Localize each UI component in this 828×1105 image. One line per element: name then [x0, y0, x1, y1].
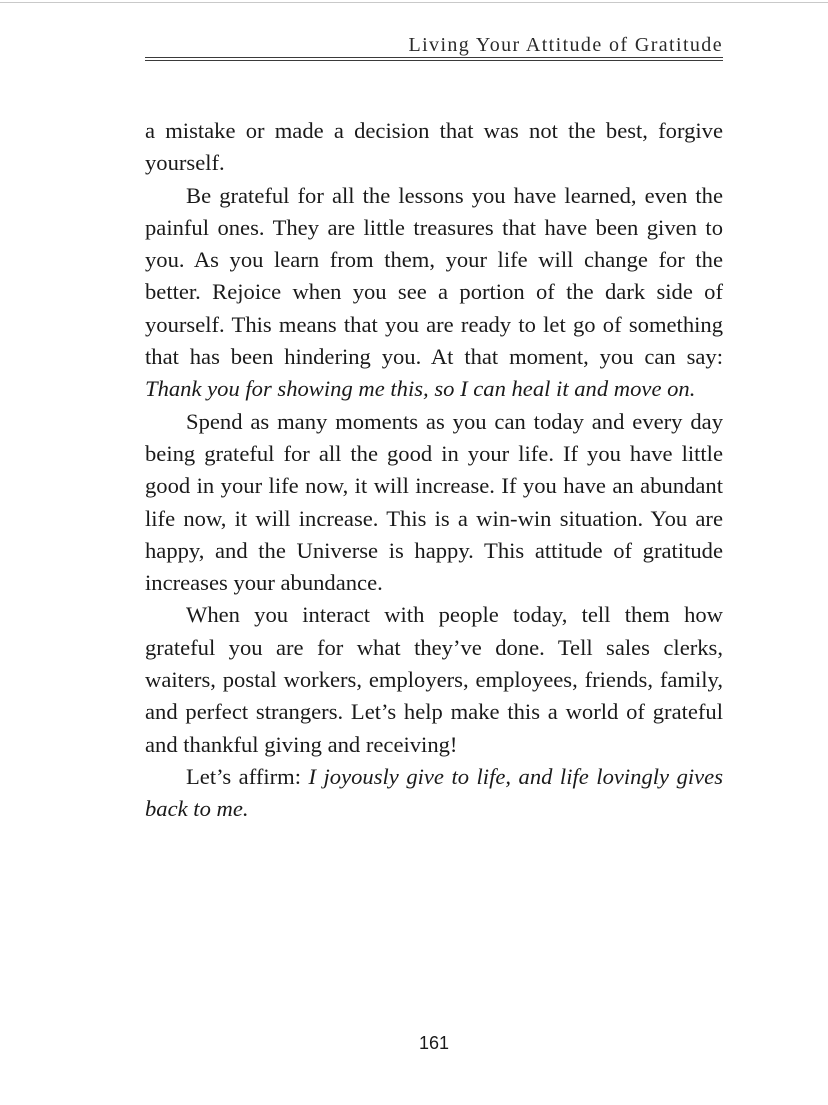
paragraph-lessons: [145, 180, 723, 406]
affirmation-italic: I joyously give to life, and life lovingly gives back to me.: [145, 763, 723, 822]
paragraph-italic-quote: Thank you for showing me this, so I can heal it and move on.: [145, 376, 696, 402]
paragraph-affirmation: [145, 761, 723, 826]
page-top-edge-line: [0, 2, 828, 3]
paragraph-text: When you interact with people today, tell them how grateful you are for what they’ve done. Tell sales clerks, waiters, postal workers, employers, employees, friends, family, and perfect strangers. Let’s help make this a world of grateful and thankful giving and receiving!: [145, 602, 723, 757]
paragraph-moments: [145, 406, 723, 600]
body-text: [145, 115, 723, 826]
paragraph-continued: [145, 115, 723, 180]
running-head-rule: [145, 57, 723, 61]
running-head: Living Your Attitude of Gratitude: [408, 34, 723, 56]
paragraph-text: Spend as many moments as you can today and every day being grateful for all the good in your life. If you have little good in your life now, it will increase. If you have an abundant life now, it will increase. This is a win-win situation. You are happy, and the Universe is happy. This attitude of gratitude increases your abundance.: [145, 408, 723, 596]
page-number: 161: [418, 1033, 450, 1053]
paragraph-interact: [145, 599, 723, 760]
paragraph-text: Be grateful for all the lessons you have learned, even the painful ones. They are little treasures that have been given to you. As you learn from them, your life will change for the better. Rejoice when you see a portion of the dark side of yourself. This means that you are ready to let go of something that has been hindering you. At that moment, you can say:: [145, 182, 723, 370]
paragraph-text: Let’s affirm:: [186, 763, 309, 789]
paragraph-text: a mistake or made a decision that was not the best, forgive yourself.: [145, 118, 723, 176]
